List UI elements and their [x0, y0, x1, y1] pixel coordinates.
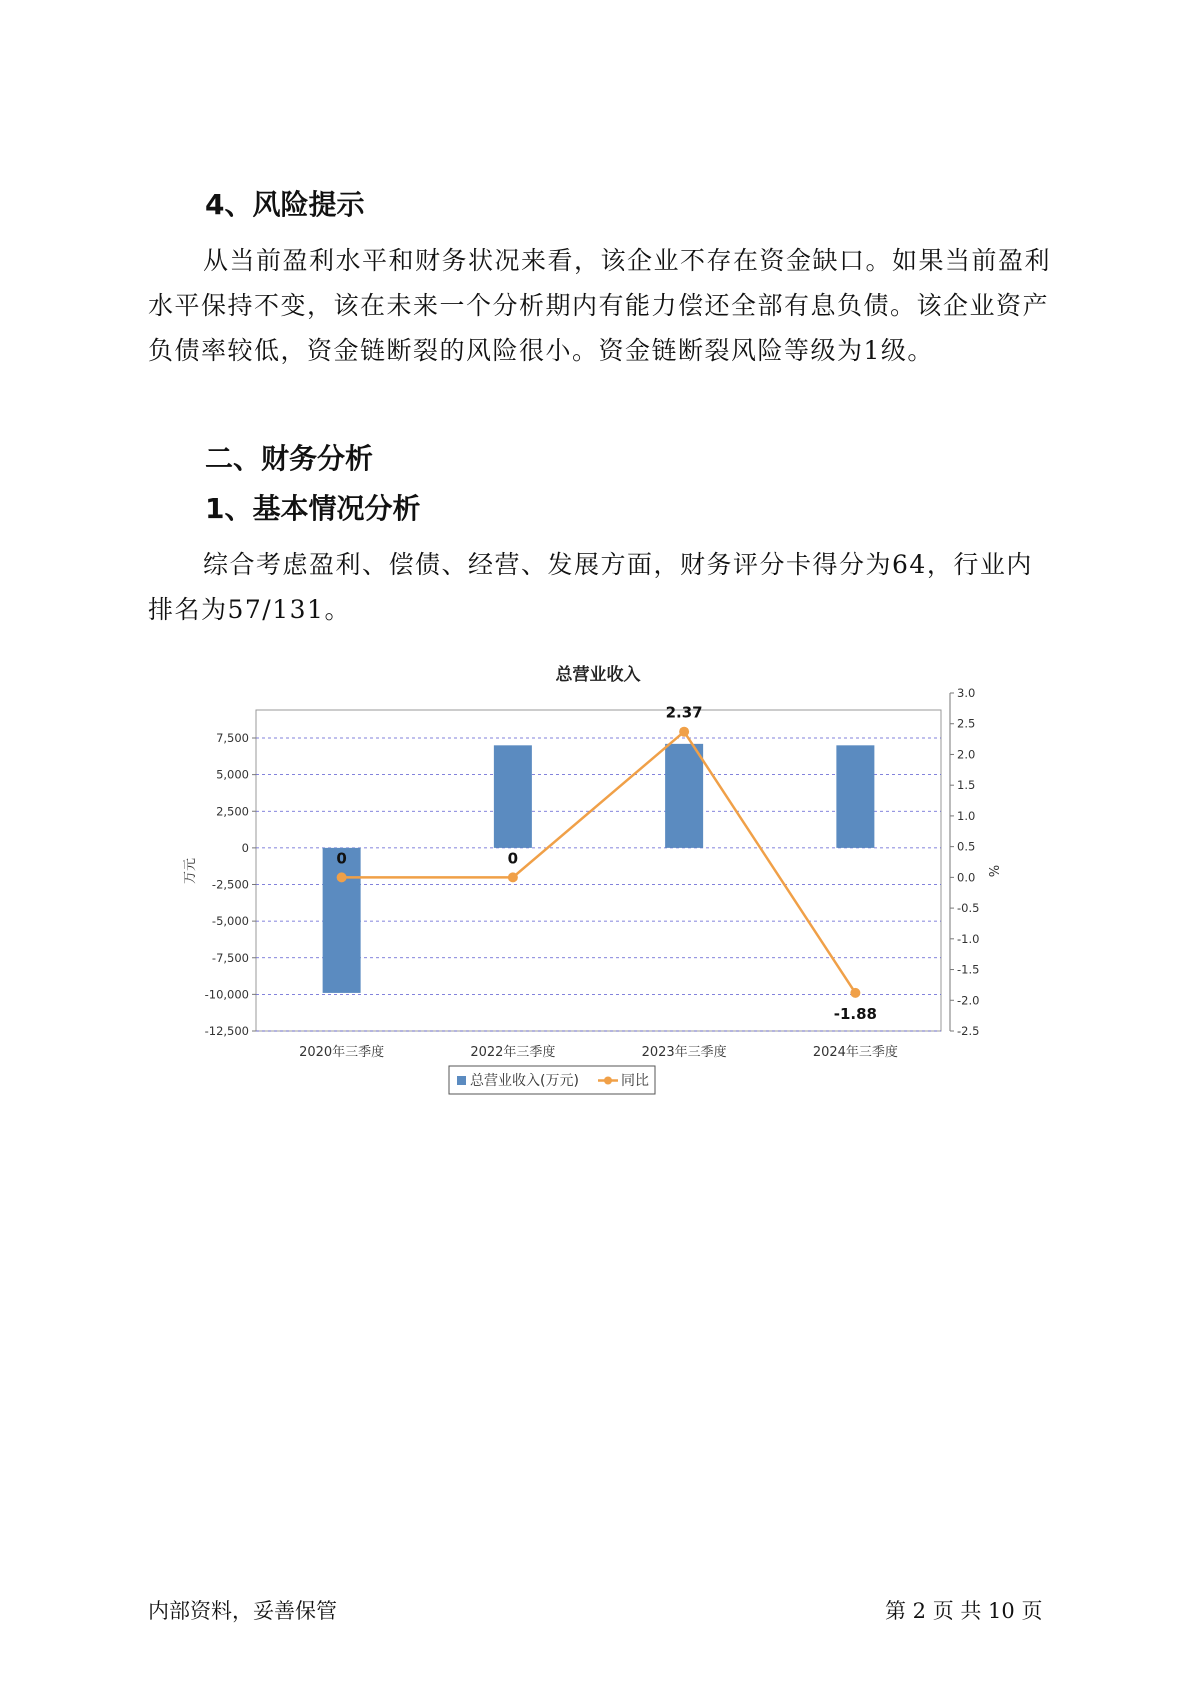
legend-bar-swatch	[457, 1076, 466, 1085]
chart-title: 总营业收入	[555, 665, 641, 685]
yoy-point	[508, 872, 518, 882]
yoy-data-label: 2.37	[665, 703, 703, 722]
left-axis-tick-label: -5,000	[211, 914, 249, 929]
yoy-data-label: -1.88	[833, 1004, 877, 1023]
right-axis-tick-label: 0.0	[957, 870, 976, 885]
category-label: 2024年三季度	[812, 1045, 898, 1060]
revenue-chart	[160, 655, 1020, 1105]
right-axis-tick-label: 1.5	[957, 778, 976, 793]
left-axis-tick-label: 7,500	[216, 731, 249, 745]
left-axis-tick-label: 2,500	[216, 804, 249, 819]
left-axis-tick-label: -12,500	[204, 1024, 249, 1038]
risk-heading: 4、风险提示	[205, 188, 365, 221]
yoy-data-label: 0	[507, 849, 519, 868]
revenue-bar	[665, 744, 703, 848]
yoy-data-label: 0	[336, 849, 347, 868]
risk-paragraph: 从当前盈利水平和财务状况来看，该企业不存在资金缺口。如果当前盈利水平保持不变，该在未来一个分析期内有能力偿还全部有息负债。该企业资产负债率较低，资金链断裂的风险很小。资金链断裂风险等级为1级。	[148, 246, 1052, 365]
right-axis-tick-label: 0.5	[957, 839, 976, 854]
left-axis-tick-label: -10,000	[204, 987, 249, 1002]
category-label: 2020年三季度	[299, 1045, 385, 1060]
right-axis-tick-label: 3.0	[957, 686, 976, 700]
right-axis-tick-label: 2.0	[957, 747, 976, 762]
yoy-point	[337, 872, 347, 882]
yoy-point	[850, 988, 860, 998]
category-label: 2022年三季度	[470, 1045, 556, 1060]
basic-paragraph: 综合考虑盈利、偿债、经营、发展方面，财务评分卡得分为64，行业内排名为57/131。	[148, 550, 1033, 624]
right-axis-tick-label: 1.0	[957, 808, 976, 823]
legend-line-marker	[604, 1077, 612, 1085]
left-axis-tick-label: -2,500	[211, 877, 249, 892]
right-axis-tick-label: -2.0	[957, 993, 980, 1008]
finance-heading: 二、财务分析	[205, 442, 374, 475]
revenue-bar	[836, 745, 874, 848]
revenue-bar	[494, 745, 532, 848]
basic-heading: 1、基本情况分析	[205, 492, 421, 525]
left-axis-tick-label: 5,000	[216, 767, 249, 782]
right-axis-tick-label: -0.5	[957, 901, 980, 916]
chart-legend	[449, 1066, 655, 1094]
legend-line-label: 同比	[621, 1073, 649, 1089]
right-axis-label: %	[985, 864, 1000, 878]
category-label: 2023年三季度	[641, 1045, 727, 1060]
right-axis-tick-label: -1.0	[957, 931, 980, 946]
footer-page-number: 第 2 页 共 10 页	[885, 1599, 1043, 1623]
left-axis-tick-label: 0	[241, 840, 249, 855]
right-axis-tick-label: 2.5	[957, 716, 976, 731]
right-axis-tick-label: -2.5	[957, 1024, 980, 1038]
yoy-point	[679, 727, 689, 737]
left-axis-tick-label: -7,500	[211, 950, 249, 965]
legend-bar-label: 总营业收入(万元)	[470, 1073, 579, 1089]
revenue-bar	[323, 848, 361, 993]
left-axis-label: 万元	[183, 857, 198, 885]
footer-left: 内部资料，妥善保管	[148, 1599, 337, 1623]
right-axis-tick-label: -1.5	[957, 962, 980, 977]
